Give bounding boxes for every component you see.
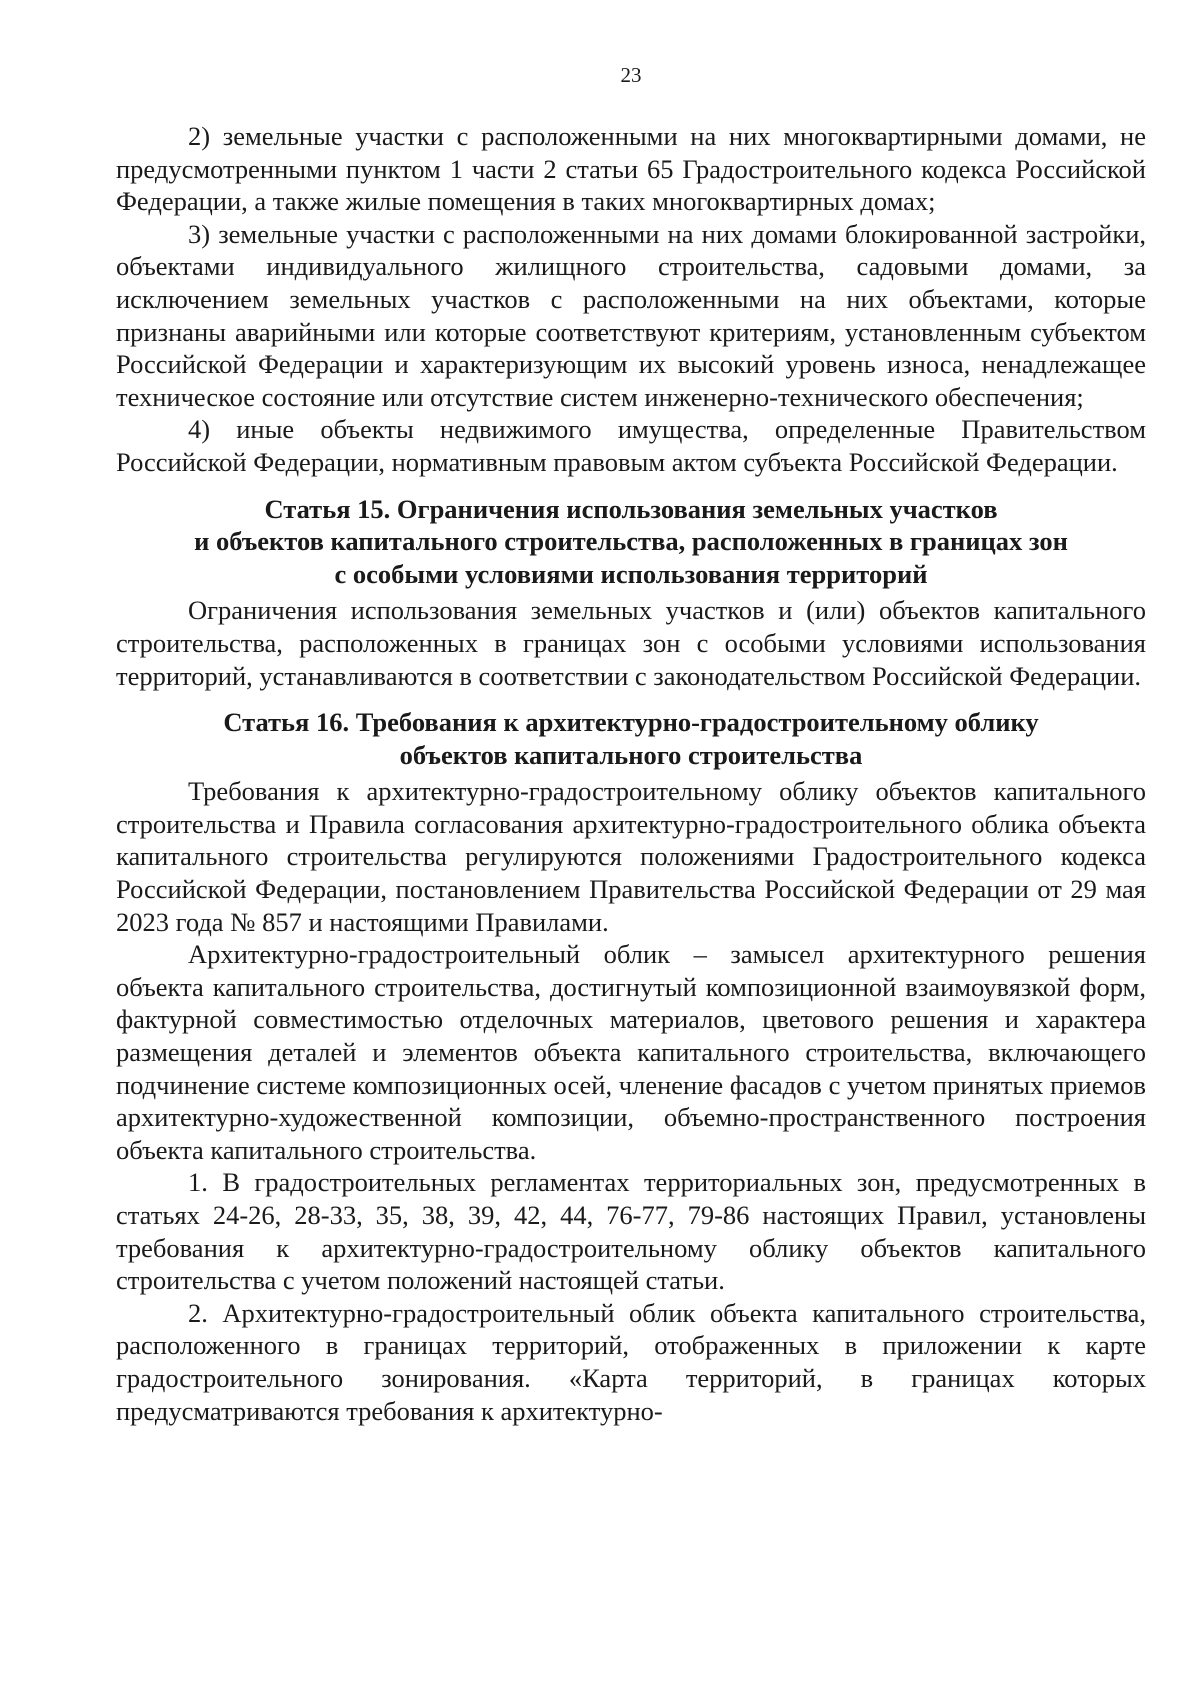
article-15-paragraph: Ограничения использования земельных участков и (или) объектов капитального строительства, расположенных в границах зон с особыми условиями использования территорий, устанавливаются в соответствии с законодательством Российской Федерации. — [116, 595, 1146, 691]
article-15-title-line: Статья 15. Ограничения использования земельных участков — [264, 493, 998, 524]
page-number: 23 — [620, 63, 642, 87]
article-16-title-line: объектов капитального строительства — [399, 739, 863, 770]
article-15-title-line: с особыми условиями использования территорий — [334, 558, 928, 589]
document-page — [116, 60, 1146, 1427]
article-15-title — [116, 493, 1146, 591]
article-16-paragraph: 1. В градостроительных регламентах территориальных зон, предусмотренных в статьях 24-26, 28-33, 35, 38, 39, 42, 44, 76-77, 79-86 настоящих Правил, установлены требования к архитектурно-градостроительному облику объектов капитального строительства с учетом положений настоящей статьи. — [116, 1167, 1146, 1296]
list-item-3: 3) земельные участки с расположенными на них домами блокированной застройки, объектами индивидуального жилищного строительства, садовыми домами, за исключением земельных участков с расположенными на них объектами, которые признаны аварийными или которые соответствуют критериям, установленным субъектом Российской Федерации и характеризующим их высокий уровень износа, ненадлежащее техническое состояние или отсутствие систем инженерно-технического обеспечения; — [116, 218, 1146, 412]
article-16-paragraph: Требования к архитектурно-градостроительному облику объектов капитального строительства и Правила согласования архитектурно-градостроительного облика объекта капитального строительства регулируются положениями Градостроительного кодекса Российской Федерации, постановлением Правительства Российской Федерации от 29 мая 2023 года № 857 и настоящими Правилами. — [116, 776, 1146, 937]
list-item-4: 4) иные объекты недвижимого имущества, определенные Правительством Российской Федерации, нормативным правовым актом субъекта Российской Федерации. — [116, 414, 1146, 477]
list-item-2: 2) земельные участки с расположенными на них многоквартирными домами, не предусмотренными пунктом 1 части 2 статьи 65 Градостроительного кодекса Российской Федерации, а также жилые помещения в таких многоквартирных домах; — [116, 121, 1146, 217]
article-16-paragraph: Архитектурно-градостроительный облик – замысел архитектурного решения объекта капитального строительства, достигнутый композиционной взаимоувязкой форм, фактурной совместимостью отделочных материалов, цветового решения и характера размещения деталей и элементов объекта капитального строительства, включающего подчинение системе композиционных осей, членение фасадов с учетом принятых приемов архитектурно-художественной композиции, объемно-пространственного построения объекта капитального строительства. — [116, 939, 1146, 1165]
article-15-title-line: и объектов капитального строительства, расположенных в границах зон — [194, 526, 1068, 557]
article-16-title-line: Статья 16. Требования к архитектурно-градостроительному облику — [223, 707, 1039, 738]
article-16-paragraph: 2. Архитектурно-градостроительный облик объекта капитального строительства, расположенного в границах территорий, отображенных в приложении к карте градостроительного зонирования. «Карта территорий, в границах которых предусматриваются требования к архитектурно- — [116, 1297, 1146, 1426]
article-16-title — [116, 706, 1146, 771]
